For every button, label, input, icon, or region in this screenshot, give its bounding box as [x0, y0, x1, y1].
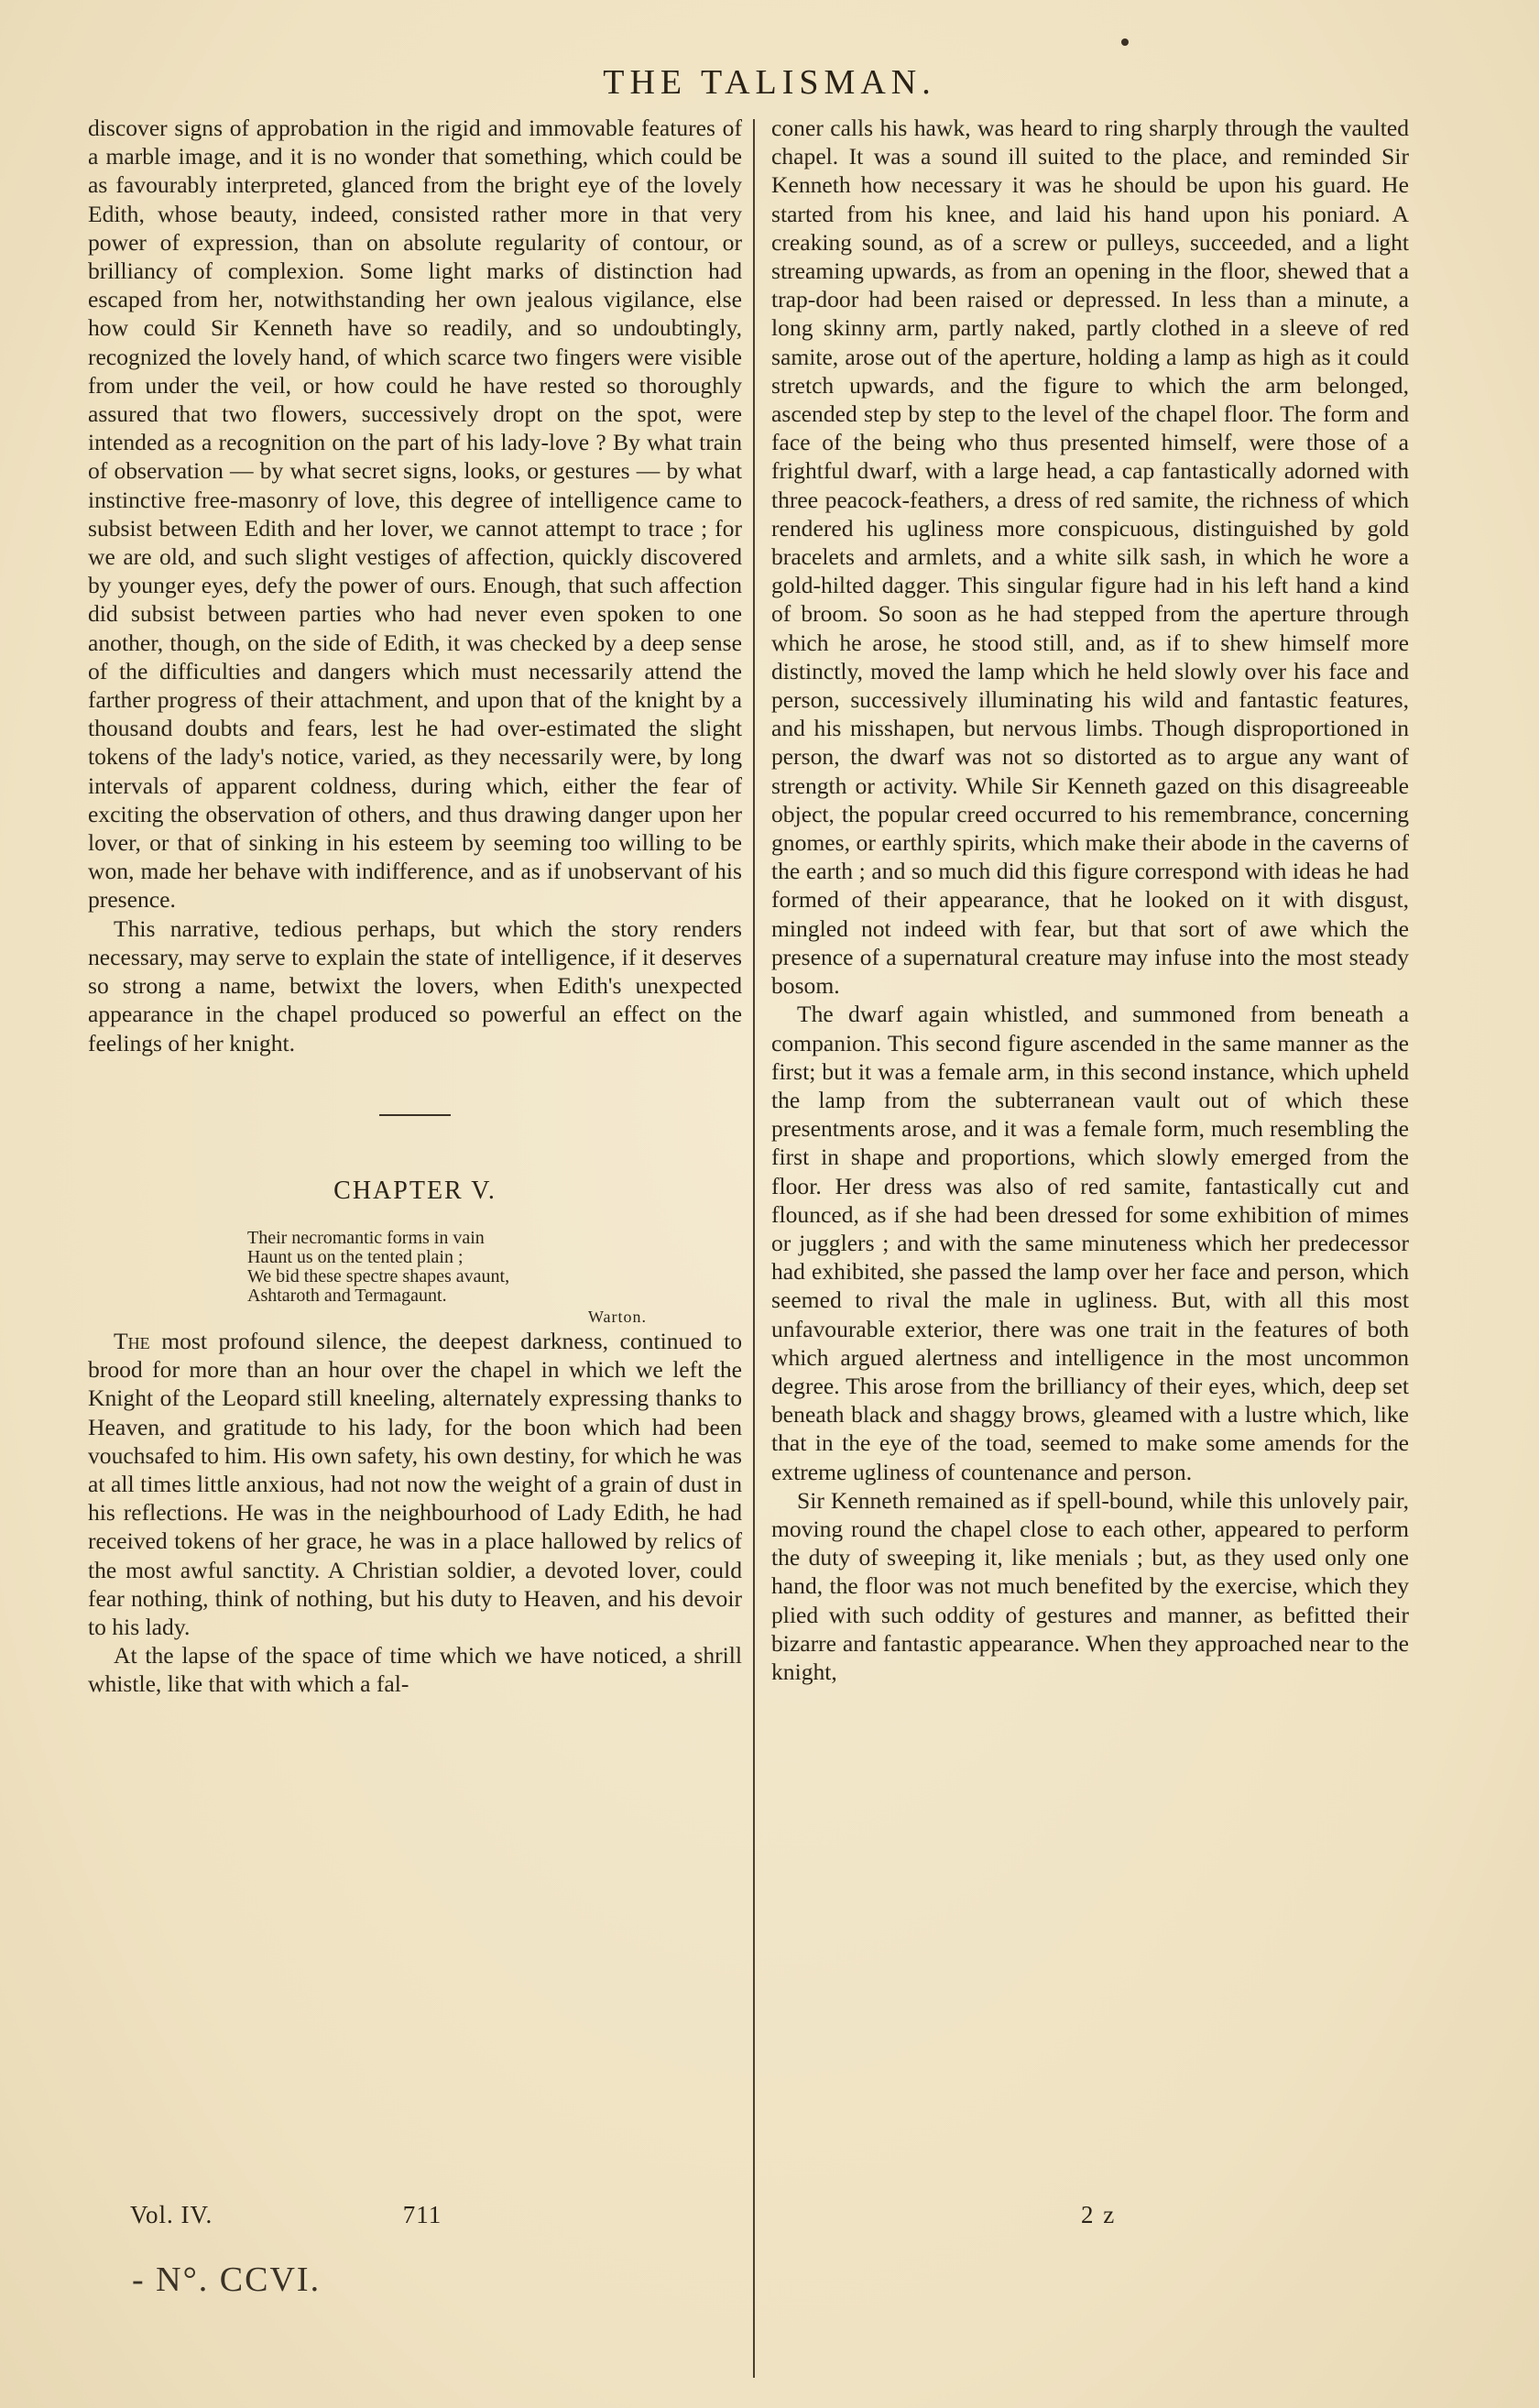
epigraph-line: Ashtaroth and Termagaunt.: [247, 1285, 447, 1306]
paragraph: This narrative, tedious perhaps, but which the story renders necessary, may serve to explain the state of intelligence, if it deserves so strong a name, betwixt the lovers, when Edith's unexpected appearance in the chapel produced so powerful an effect on the feelings of her knight.: [88, 914, 742, 1056]
left-column: [88, 114, 742, 1699]
paragraph: The dwarf again whistled, and summoned from beneath a companion. This second figure ascended in the same manner as the first; but it was a female arm, in this second instance, which upheld the lamp from the subterranean vault out of which these presentments arose, and it was a female form, much resembling the first in shape and proportions, which slowly emerged from the floor. Her dress was also of red samite, fantastically cut and flounced, as if she had been dressed for some exhibition of mimes or jugglers ; and with the same minuteness which her predecessor had exhibited, she passed the lamp over her face and person, which seemed to rival the male in ugliness. But, with all this most unfavourable exterior, there was one trait in the features of both which argued alertness and intelligence in the most uncommon degree. This arose from the brilliancy of their eyes, which, deep set beneath black and shaggy brows, gleamed with a lustre which, like that in the eye of the toad, seemed to make some amends for the extreme ugliness of countenance and person.: [771, 1001, 1409, 1485]
paragraph: coner calls his hawk, was heard to ring sharply through the vaulted chapel. It was a sound ill suited to the place, and reminded Sir Kenneth how necessary it was he should be upon his guard. He started from his knee, and laid his hand upon his poniard. A creaking sound, as of a screw or pulleys, succeeded, and a light streaming upwards, as from an opening in the floor, shewed that a trap-door had been raised or depressed. In less than a minute, a long skinny arm, partly naked, partly clothed in a sleeve of red samite, arose out of the aperture, holding a lamp as high as it could stretch upwards, and the figure to which the arm belonged, ascended step by step to the level of the chapel floor. The form and face of the being who thus presented himself, were those of a frightful dwarf, with a large head, a cap fantastically adorned with three peacock-feathers, a dress of red samite, the richness of which rendered his ugliness more conspicuous, distinguished by gold bracelets and armlets, and a white silk sash, in which he wore a gold-hilted dagger. This singular figure had in his left hand a kind of broom. So soon as he had stepped from the aperture through which he arose, he stood still, and, as if to shew himself more distinctly, moved the lamp which he held slowly over his face and person, successively illuminating his wild and fantastic features, and his misshapen, but nervous limbs. Though disproportioned in person, the dwarf was not so distorted as to argue any want of strength or activity. While Sir Kenneth gazed on this disagreeable object, the popular creed occurred to his remembrance, concerning gnomes, or earthly spirits, which make their abode in the caverns of the earth ; and so much did this figure correspond with ideas he had formed of their appearance, that he looked on it with disgust, mingled not indeed with fear, but that sort of awe which the presence of a supernatural creature may infuse into the most steady bosom.: [771, 115, 1409, 1000]
page-number: 711: [402, 2201, 442, 2228]
volume-label: Vol. IV.: [130, 2201, 213, 2228]
page-footer: [130, 2201, 442, 2229]
chapter-heading: CHAPTER V.: [333, 1176, 497, 1205]
ink-speck: [1121, 38, 1129, 46]
issue-number: - N°. CCVI.: [132, 2260, 322, 2299]
paragraph: At the lapse of the space of time which we have noticed, a shrill whistle, like that with which a fal-: [88, 1642, 742, 1698]
drop-word: The: [114, 1327, 150, 1354]
section-divider: [379, 1114, 451, 1116]
right-column: [771, 114, 1409, 1686]
epigraph-line: Haunt us on the tented plain ;: [247, 1246, 464, 1267]
chapter-opening-paragraph: [88, 1327, 742, 1641]
epigraph-author: Warton.: [587, 1307, 647, 1326]
paragraph: discover signs of approbation in the rigid and immovable features of a marble image, and it is no wonder that something, which could be as favourably interpreted, glanced from the bright eye of the lovely Edith, whose beauty, indeed, consisted rather more in that very power of expression, than on absolute regularity of contour, or brilliancy of complexion. Some light marks of distinction had escaped from her, notwithstanding her own jealous vigilance, else how could Sir Kenneth have so readily, and so undoubtingly, recognized the lovely hand, of which scarce two fingers were visible from under the veil, or how could he have rested so thoroughly assured that two flowers, successively dropt on the spot, were intended as a recognition on the part of his lady-love ? By what train of observation — by what secret signs, looks, or gestures — by what instinctive free-masonry of love, this degree of intelligence came to subsist between Edith and her lover, we cannot attempt to trace ; for we are old, and such slight vestiges of affection, quickly discovered by younger eyes, defy the power of ours. Enough, that such affection did subsist between parties who had never even spoken to one another, though, on the side of Edith, it was checked by a deep sense of the difficulties and dangers which must necessarily attend the farther progress of their attachment, and upon that of the knight by a thousand doubts and fears, lest he had over-estimated the slight tokens of the lady's notice, varied, as they necessarily were, by long intervals of apparent coldness, during which, either the fear of exciting the observation of others, and thus drawing danger upon her lover, or that of sinking in his esteem by seeming too willing to be won, made her behave with indifference, and as if unobservant of his presence.: [88, 115, 742, 914]
running-head: THE TALISMAN.: [603, 63, 936, 102]
epigraph: [247, 1229, 647, 1327]
epigraph-line: We bid these spectre shapes avaunt,: [247, 1265, 510, 1286]
epigraph-line: Their necromantic forms in vain: [247, 1227, 485, 1248]
column-rule: [753, 119, 755, 2378]
paragraph-text: most profound silence, the deepest darkness, continued to brood for more than an hour over the chapel in which we left the Knight of the Leopard still kneeling, alternately expressing thanks to Heaven, and gratitude to his lady, for the boon which had been vouchsafed to him. His own safety, his own destiny, for which he was at all times little anxious, had not now the weight of a grain of dust in his reflections. He was in the neighbourhood of Lady Edith, he had received tokens of her grace, he was in a place hallowed by relics of the most awful sanctity. A Christian soldier, a devoted lover, could fear nothing, think of nothing, but his duty to Heaven, and his devoir to his lady.: [88, 1327, 742, 1640]
signature-mark: 2 z: [1081, 2201, 1117, 2228]
paragraph: Sir Kenneth remained as if spell-bound, while this unlovely pair, moving round the chapel close to each other, appeared to perform the duty of sweeping it, like menials ; but, as they used only one hand, the floor was not much benefited by the exercise, which they plied with such oddity of gestures and manner, as befitted their bizarre and fantastic appearance. When they approached near to the knight,: [771, 1486, 1409, 1685]
